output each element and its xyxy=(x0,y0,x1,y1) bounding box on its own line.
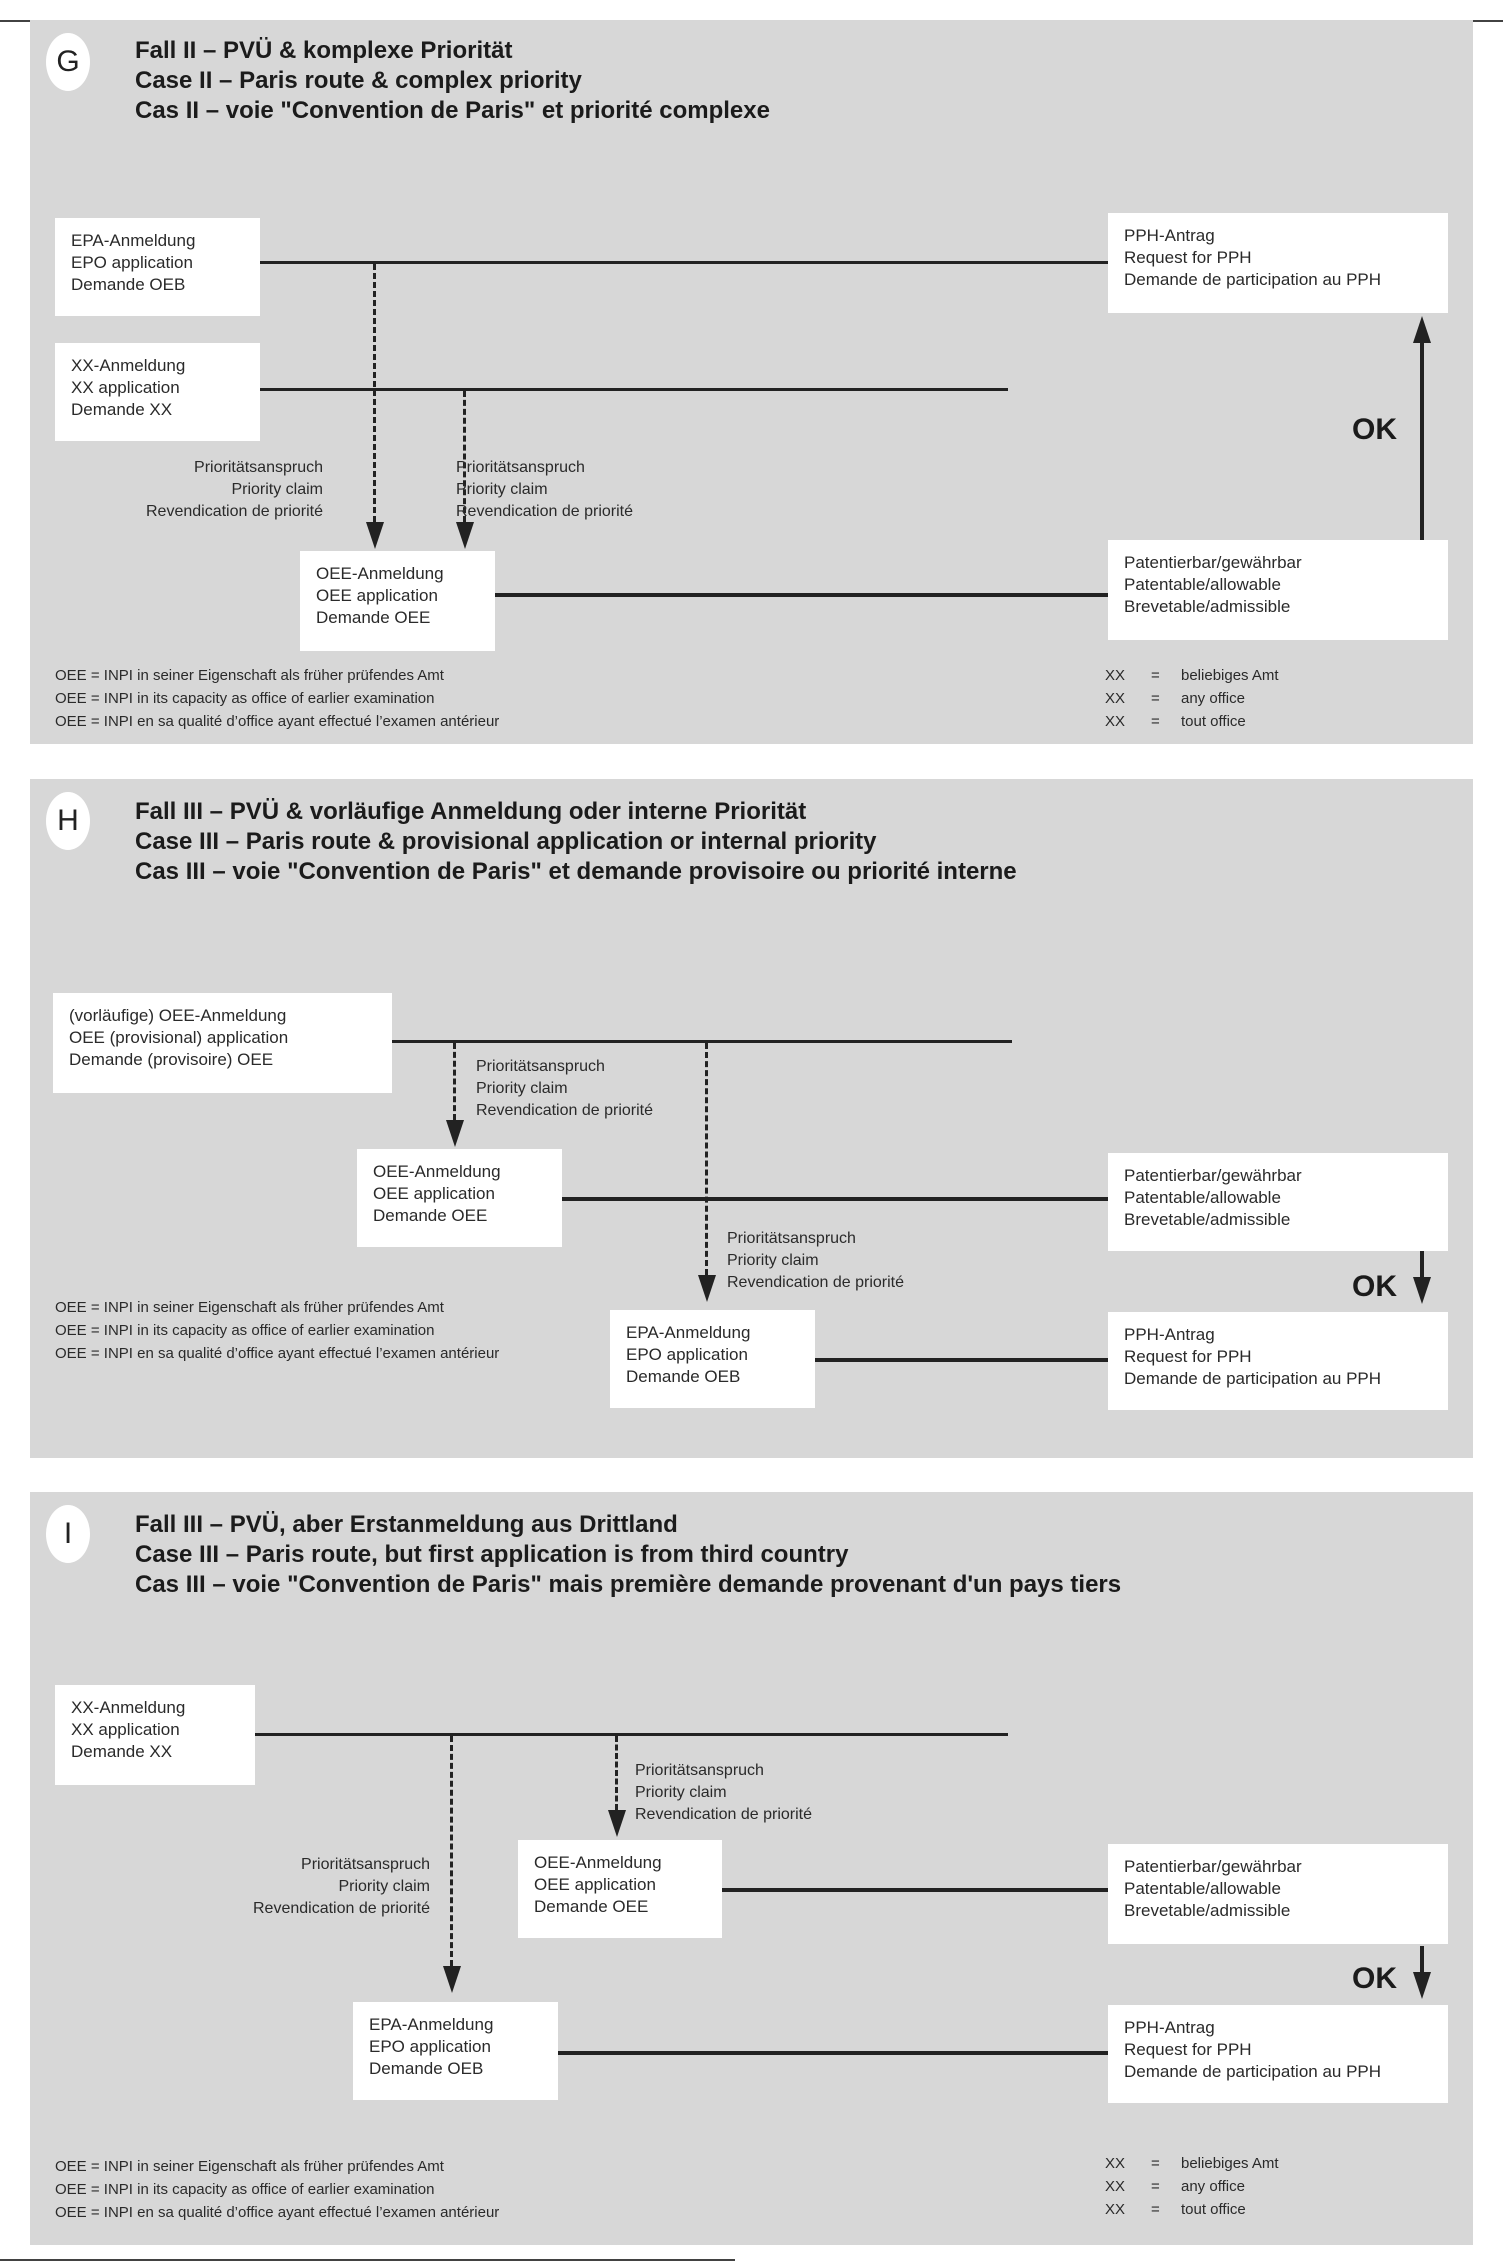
ok-arrow-line xyxy=(1420,1946,1424,1974)
box-line: (vorläufige) OEE-Anmeldung xyxy=(69,1006,287,1025)
box-line: EPA-Anmeldung xyxy=(369,2015,494,2034)
xx-application-box xyxy=(55,343,260,441)
ok-arrowhead-down xyxy=(1413,1972,1431,1999)
priority-line: Priority claim xyxy=(231,481,323,498)
oee-to-patentable-line xyxy=(722,1888,1108,1892)
box-line: Demande de participation au PPH xyxy=(1124,1369,1382,1388)
oee-to-patentable-line xyxy=(495,593,1108,597)
box-line: Brevetable/admissible xyxy=(1124,1210,1291,1229)
legend-xx xyxy=(1105,2152,1279,2221)
epa-application-box xyxy=(353,2002,558,2100)
box-line: OEE (provisional) application xyxy=(69,1028,289,1047)
legend-line: OEE = INPI in its capacity as office of earlier examination xyxy=(55,690,435,707)
xx-application-box xyxy=(55,1685,255,1785)
legend-eq: = xyxy=(1151,2201,1160,2218)
title-line-de: Fall III – PVÜ & vorläufige Anmeldung oder interne Priorität xyxy=(135,798,807,825)
priority-line: Priority claim xyxy=(456,481,548,498)
legend-line: OEE = INPI in seiner Eigenschaft als früher prüfendes Amt xyxy=(55,1299,444,1316)
box-line: Demande XX xyxy=(71,1742,173,1761)
box-line: OEE application xyxy=(373,1184,495,1203)
legend-line: OEE = INPI in seiner Eigenschaft als früher prüfendes Amt xyxy=(55,667,444,684)
priority-dashed-line-long xyxy=(450,1736,453,1966)
priority-dashed-line-2 xyxy=(705,1043,708,1275)
panel-i xyxy=(30,1492,1473,2245)
priority-arrowhead-right xyxy=(456,522,474,549)
box-line: Demande OEE xyxy=(534,1897,649,1916)
legend-sym: XX xyxy=(1105,2201,1126,2218)
ok-arrow-line xyxy=(1420,1251,1424,1279)
priority-arrowhead-2 xyxy=(698,1275,716,1302)
title-line-fr: Cas II – voie "Convention de Paris" et priorité complexe xyxy=(135,97,770,124)
box-line: Brevetable/admissible xyxy=(1124,597,1291,616)
legend-sym: XX xyxy=(1105,713,1126,730)
priority-arrowhead-long xyxy=(443,1966,461,1993)
legend-sym: XX xyxy=(1105,2178,1126,2195)
box-line: Demande OEE xyxy=(316,608,431,627)
legend-text: any office xyxy=(1181,2178,1245,2195)
xx-timeline xyxy=(255,1733,1008,1736)
ok-label: OK xyxy=(1352,1270,1397,1303)
epa-application-box xyxy=(55,218,260,316)
legend-row xyxy=(1105,687,1279,710)
title-line-en: Case III – Paris route, but first application is from third country xyxy=(135,1541,849,1568)
box-line: OEE application xyxy=(316,586,438,605)
box-line: EPO application xyxy=(71,253,193,272)
priority-line: Prioritätsanspruch xyxy=(476,1058,605,1075)
title-line-en: Case II – Paris route & complex priority xyxy=(135,67,582,94)
priority-line: Prioritätsanspruch xyxy=(635,1762,764,1779)
legend-xx xyxy=(1105,664,1279,733)
priority-line: Priority claim xyxy=(635,1784,727,1801)
priority-arrowhead-short xyxy=(608,1810,626,1837)
box-line: OEE-Anmeldung xyxy=(316,564,444,583)
box-line: XX application xyxy=(71,378,180,397)
legend-sym: XX xyxy=(1105,667,1126,684)
box-line: Demande de participation au PPH xyxy=(1124,270,1382,289)
box-line: EPO application xyxy=(369,2037,491,2056)
box-line: Demande OEB xyxy=(626,1367,741,1386)
pph-request-box xyxy=(1108,213,1448,313)
box-line: OEE-Anmeldung xyxy=(534,1853,662,1872)
epa-application-box xyxy=(610,1310,815,1408)
panel-h-badge: H xyxy=(46,792,90,850)
legend-line: OEE = INPI in its capacity as office of earlier examination xyxy=(55,1322,435,1339)
box-line: Demande XX xyxy=(71,400,173,419)
legend-sym: XX xyxy=(1105,2155,1126,2172)
box-line: Patentable/allowable xyxy=(1124,575,1281,594)
legend-line: OEE = INPI en sa qualité d’office ayant effectué l’examen antérieur xyxy=(55,713,500,730)
priority-claim-label-left xyxy=(90,457,323,523)
priority-line: Priority claim xyxy=(476,1080,568,1097)
title-line-fr: Cas III – voie "Convention de Paris" mais première demande provenant d'un pays tiers xyxy=(135,1571,1122,1598)
panel-h-title xyxy=(135,797,1017,887)
box-line: Patentierbar/gewährbar xyxy=(1124,1857,1302,1876)
legend-text: beliebiges Amt xyxy=(1181,667,1279,684)
legend-row xyxy=(1105,2152,1279,2175)
legend-eq: = xyxy=(1151,2155,1160,2172)
box-line: Demande (provisoire) OEE xyxy=(69,1050,274,1069)
oee-application-box xyxy=(357,1149,562,1247)
legend-oee xyxy=(55,664,499,733)
oee-application-box xyxy=(518,1840,722,1938)
epa-to-pph-line xyxy=(558,2051,1108,2055)
box-line: XX-Anmeldung xyxy=(71,1698,186,1717)
legend-line: OEE = INPI en sa qualité d’office ayant effectué l’examen antérieur xyxy=(55,1345,500,1362)
panel-g-badge: G xyxy=(46,33,90,91)
epa-to-pph-line xyxy=(815,1358,1108,1362)
priority-line: Priority claim xyxy=(338,1878,430,1895)
priority-line: Revendication de priorité xyxy=(727,1274,904,1291)
priority-dashed-line-left xyxy=(373,264,376,522)
box-line: Request for PPH xyxy=(1124,1347,1252,1366)
priority-dashed-line-short xyxy=(615,1736,618,1810)
title-line-fr: Cas III – voie "Convention de Paris" et demande provisoire ou priorité interne xyxy=(135,858,1017,885)
box-line: XX application xyxy=(71,1720,180,1739)
box-line: EPO application xyxy=(626,1345,748,1364)
legend-eq: = xyxy=(1151,713,1160,730)
legend-row xyxy=(1105,710,1279,733)
legend-row xyxy=(1105,664,1279,687)
title-line-de: Fall III – PVÜ, aber Erstanmeldung aus Drittland xyxy=(135,1511,678,1538)
legend-eq: = xyxy=(1151,667,1160,684)
box-line: Demande de participation au PPH xyxy=(1124,2062,1382,2081)
panel-i-title xyxy=(135,1510,1121,1600)
priority-claim-label-right xyxy=(635,1760,812,1826)
box-line: XX-Anmeldung xyxy=(71,356,186,375)
legend-text: beliebiges Amt xyxy=(1181,2155,1279,2172)
legend-line: OEE = INPI in its capacity as office of earlier examination xyxy=(55,2181,435,2198)
epa-timeline xyxy=(260,261,1108,264)
panel-g-title xyxy=(135,36,770,126)
box-line: Patentable/allowable xyxy=(1124,1879,1281,1898)
patentable-box xyxy=(1108,1844,1448,1944)
box-line: Patentierbar/gewährbar xyxy=(1124,553,1302,572)
ok-arrowhead-up xyxy=(1413,316,1431,343)
priority-claim-label-left xyxy=(170,1854,430,1920)
priority-line: Prioritätsanspruch xyxy=(194,459,323,476)
legend-row xyxy=(1105,2198,1279,2221)
scan-edge-artifact-bottom xyxy=(0,2259,735,2261)
box-line: Demande OEB xyxy=(369,2059,484,2078)
box-line: PPH-Antrag xyxy=(1124,1325,1215,1344)
oee-to-patentable-line xyxy=(562,1197,1108,1201)
box-line: Request for PPH xyxy=(1124,2040,1252,2059)
priority-claim-label-2 xyxy=(727,1228,904,1294)
box-line: OEE application xyxy=(534,1875,656,1894)
box-line: Brevetable/admissible xyxy=(1124,1901,1291,1920)
legend-oee xyxy=(55,2155,499,2224)
ok-arrow-line xyxy=(1420,341,1424,540)
priority-line: Prioritätsanspruch xyxy=(727,1230,856,1247)
priority-line: Revendication de priorité xyxy=(456,503,633,520)
pph-request-box xyxy=(1108,2005,1448,2103)
priority-line: Revendication de priorité xyxy=(635,1806,812,1823)
box-line: Request for PPH xyxy=(1124,248,1252,267)
priority-line: Priority claim xyxy=(727,1252,819,1269)
title-line-en: Case III – Paris route & provisional application or internal priority xyxy=(135,828,877,855)
priority-claim-label-1 xyxy=(476,1056,653,1122)
patentable-box xyxy=(1108,540,1448,640)
legend-line: OEE = INPI in seiner Eigenschaft als früher prüfendes Amt xyxy=(55,2158,444,2175)
provisional-oee-box xyxy=(53,993,392,1093)
panel-g xyxy=(30,20,1473,744)
legend-eq: = xyxy=(1151,690,1160,707)
pph-request-box xyxy=(1108,1312,1448,1410)
legend-oee xyxy=(55,1296,499,1365)
oee-application-box xyxy=(300,551,495,651)
legend-text: tout office xyxy=(1181,713,1246,730)
panel-i-badge: I xyxy=(46,1505,90,1563)
box-line: EPA-Anmeldung xyxy=(626,1323,751,1342)
priority-line: Prioritätsanspruch xyxy=(456,459,585,476)
box-line: EPA-Anmeldung xyxy=(71,231,196,250)
patentable-box xyxy=(1108,1153,1448,1251)
box-line: PPH-Antrag xyxy=(1124,2018,1215,2037)
ok-label: OK xyxy=(1352,413,1397,446)
box-line: PPH-Antrag xyxy=(1124,226,1215,245)
priority-line: Revendication de priorité xyxy=(146,503,323,520)
priority-line: Revendication de priorité xyxy=(253,1900,430,1917)
legend-text: any office xyxy=(1181,690,1245,707)
box-line: Demande OEB xyxy=(71,275,186,294)
title-line-de: Fall II – PVÜ & komplexe Priorität xyxy=(135,37,513,64)
priority-line: Revendication de priorité xyxy=(476,1102,653,1119)
legend-sym: XX xyxy=(1105,690,1126,707)
legend-text: tout office xyxy=(1181,2201,1246,2218)
ok-label: OK xyxy=(1352,1962,1397,1995)
legend-line: OEE = INPI en sa qualité d’office ayant effectué l’examen antérieur xyxy=(55,2204,500,2221)
box-line: Demande OEE xyxy=(373,1206,488,1225)
priority-arrowhead-left xyxy=(366,522,384,549)
ok-arrowhead-down xyxy=(1413,1277,1431,1304)
priority-dashed-line-1 xyxy=(453,1043,456,1120)
legend-row xyxy=(1105,2175,1279,2198)
panel-h xyxy=(30,779,1473,1458)
priority-arrowhead-1 xyxy=(446,1120,464,1147)
priority-claim-label-right xyxy=(456,457,633,523)
legend-eq: = xyxy=(1151,2178,1160,2195)
box-line: Patentable/allowable xyxy=(1124,1188,1281,1207)
provisional-timeline xyxy=(392,1040,1012,1043)
priority-line: Prioritätsanspruch xyxy=(301,1856,430,1873)
box-line: Patentierbar/gewährbar xyxy=(1124,1166,1302,1185)
box-line: OEE-Anmeldung xyxy=(373,1162,501,1181)
